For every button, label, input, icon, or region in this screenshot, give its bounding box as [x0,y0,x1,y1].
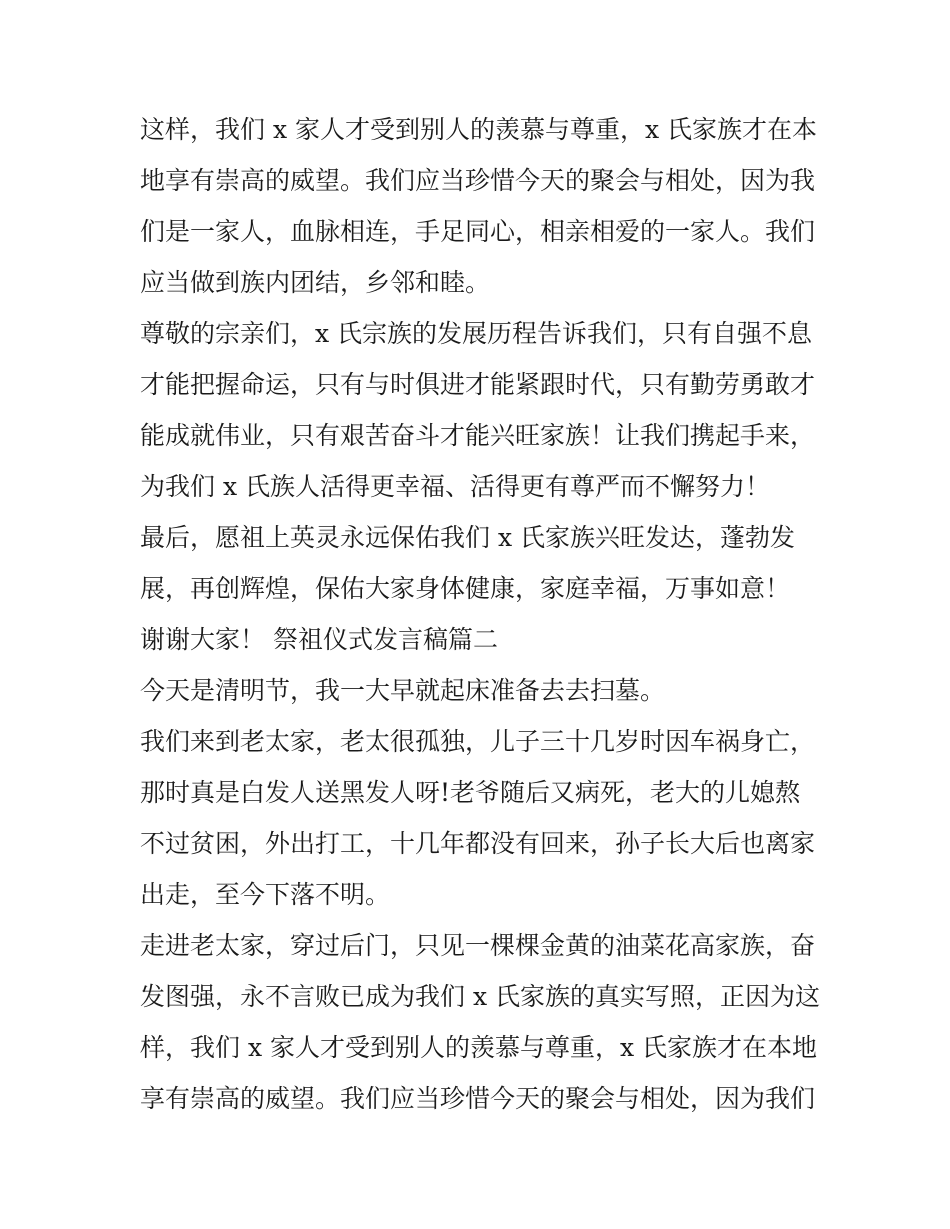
body-text [140,104,820,1124]
text-line: 为我们 x 氏族人活得更幸福、活得更有尊严而不懈努力！ [140,472,770,501]
text-line: 能成就伟业，只有艰苦奋斗才能兴旺家族！让我们携起手来， [140,421,816,450]
text-line: 尊敬的宗亲们，x 氏宗族的发展历程告诉我们，只有自强不息 [140,319,813,348]
text-line: 样，我们 x 家人才受到别人的羡慕与尊重，x 氏家族才在本地 [140,1033,818,1062]
text-line: 发图强，永不言败已成为我们 x 氏家族的真实写照，正因为这 [140,982,820,1011]
text-line: 那时真是白发人送黑发人呀!老爷随后又病死，老大的儿媳熬 [140,778,801,807]
text-line: 应当做到族内团结，乡邻和睦。 [140,268,491,297]
text-line: 不过贫困，外出打工，十几年都没有回来，孙子长大后也离家 [140,829,816,858]
text-line: 们是一家人，血脉相连，手足同心，相亲相爱的一家人。我们 [140,217,816,246]
text-line: 展，再创辉煌，保佑大家身体健康，家庭幸福，万事如意！ [140,574,791,603]
text-line: 谢谢大家！ 祭祖仪式发言稿篇二 [140,625,498,654]
text-line: 最后，愿祖上英灵永远保佑我们 x 氏家族兴旺发达，蓬勃发 [140,523,795,552]
text-line: 享有崇高的威望。我们应当珍惜今天的聚会与相处，因为我们 [140,1084,816,1113]
text-line: 地享有崇高的威望。我们应当珍惜今天的聚会与相处，因为我 [140,166,816,195]
text-line: 我们来到老太家，老太很孤独，儿子三十几岁时因车祸身亡， [140,727,816,756]
text-line: 出走，至今下落不明。 [140,880,391,909]
text-line: 今天是清明节，我一大早就起床准备去去扫墓。 [140,676,666,705]
text-line: 才能把握命运，只有与时俱进才能紧跟时代，只有勤劳勇敢才 [140,370,816,399]
text-line: 走进老太家，穿过后门，只见一棵棵金黄的油菜花高家族，奋 [140,931,816,960]
text-line: 这样，我们 x 家人才受到别人的羡慕与尊重，x 氏家族才在本 [140,115,818,144]
